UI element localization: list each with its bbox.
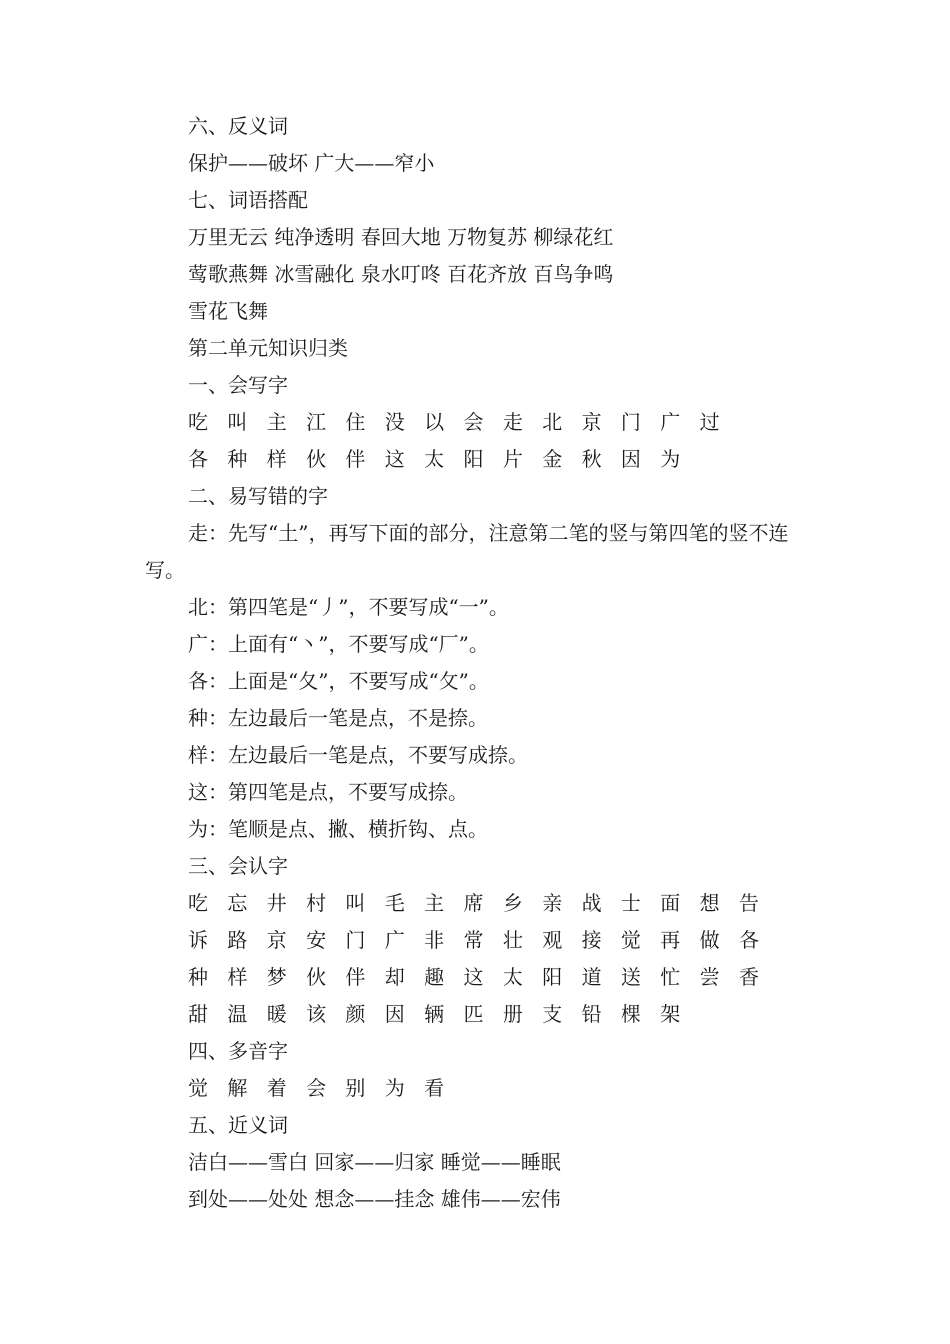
- polyphone-characters: 觉 解 着 会 别 为 看: [188, 1076, 451, 1100]
- writing-characters-line-1: 吃 叫 主 江 住 没 以 会 走 北 京 门 广 过: [188, 410, 727, 434]
- writing-characters-line-2: 各 种 样 伙 伴 这 太 阳 片 金 秋 因 为: [188, 447, 687, 471]
- word-matching-line-2: 莺歌燕舞 冰雪融化 泉水叮咚 百花齐放 百鸟争鸣: [188, 262, 614, 286]
- error-note-wei: 为：笔顺是点、撇、横折钩、点。: [188, 817, 488, 841]
- error-note-guang: 广：上面有“丶”，不要写成“厂”。: [188, 632, 489, 656]
- heading-writing-characters: 一、会写字: [188, 373, 288, 397]
- error-note-yang: 样：左边最后一笔是点，不要写成捺。: [188, 743, 528, 767]
- heading-recognize-characters: 三、会认字: [188, 854, 288, 878]
- heading-antonyms: 六、反义词: [188, 114, 288, 138]
- word-matching-line-1: 万里无云 纯净透明 春回大地 万物复苏 柳绿花红: [188, 225, 614, 249]
- error-note-zhong: 种：左边最后一笔是点，不是捺。: [188, 706, 488, 730]
- recognize-characters-line-3: 种 样 梦 伙 伴 却 趣 这 太 阳 道 送 忙 尝 香: [188, 965, 766, 989]
- recognize-characters-line-4: 甜 温 暖 该 颜 因 辆 匹 册 支 铅 棵 架: [188, 1002, 687, 1026]
- antonym-pairs: 保护——破坏 广大——窄小: [188, 151, 435, 175]
- word-matching-line-3: 雪花飞舞: [188, 299, 268, 323]
- unit-two-title: 第二单元知识归类: [188, 336, 348, 360]
- error-note-bei: 北：第四笔是“丿”，不要写成“一”。: [188, 595, 509, 619]
- heading-polyphones: 四、多音字: [188, 1039, 288, 1063]
- heading-word-matching: 七、词语搭配: [188, 188, 308, 212]
- synonym-pairs-line-2: 到处——处处 想念——挂念 雄伟——宏伟: [188, 1187, 561, 1211]
- recognize-characters-line-2: 诉 路 京 安 门 广 非 常 壮 观 接 觉 再 做 各: [188, 928, 766, 952]
- synonym-pairs-line-1: 洁白——雪白 回家——归家 睡觉——睡眠: [188, 1150, 561, 1174]
- heading-error-prone-characters: 二、易写错的字: [188, 484, 328, 508]
- document-body: [145, 108, 815, 1218]
- recognize-characters-line-1: 吃 忘 井 村 叫 毛 主 席 乡 亲 战 士 面 想 告: [188, 891, 766, 915]
- heading-synonyms: 五、近义词: [188, 1113, 288, 1137]
- error-note-ge: 各：上面是“夂”，不要写成“攵”。: [188, 669, 489, 693]
- error-note-zou: 走：先写“土”，再写下面的部分，注意第二笔的竖与第四笔的竖不连写。: [145, 521, 789, 582]
- error-note-zhe: 这：第四笔是点，不要写成捺。: [188, 780, 468, 804]
